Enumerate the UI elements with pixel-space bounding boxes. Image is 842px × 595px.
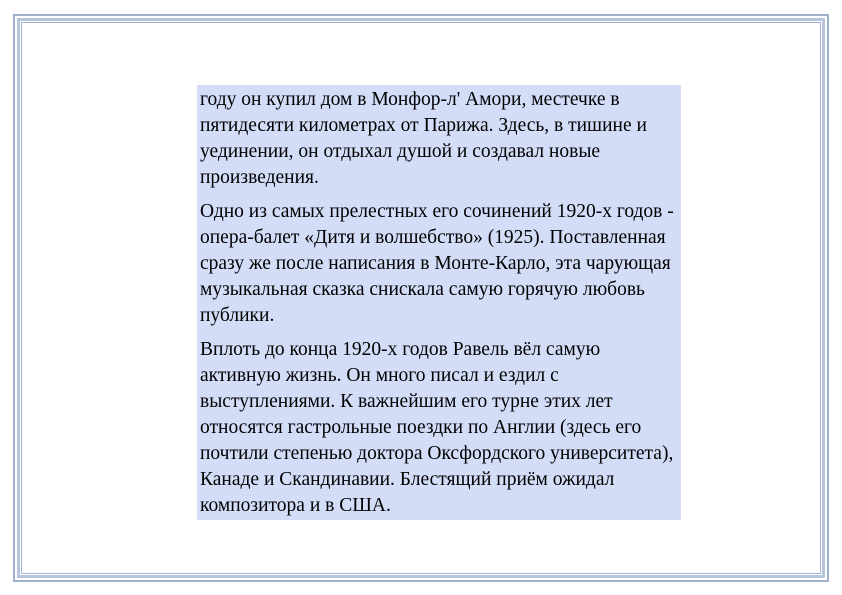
paragraph: Вплоть до конца 1920-х годов Равель вёл самую активную жизнь. Он много писал и ездил с выступлениями. К важнейшим его турне этих лет относятся гастрольные поездки по Англии (здесь его почтили степенью доктора Оксфордского университета), Канаде и Скандинавии. Блестящий приём ожидал композитора и в США. — [200, 339, 674, 516]
paragraph: году он купил дом в Монфор-л' Амори, местечке в пятидесяти километрах от Парижа. Здесь, в тишине и уединении, он отдыхал душой и создавал новые произведения. — [200, 89, 647, 188]
paragraph: Одно из самых прелестных его сочинений 1920-х годов - опера-балет «Дитя и волшебство» (1925). Поставленная сразу же после написания в Монте-Карло, эта чарующая музыкальная сказка снискала самую горячую любовь публики. — [200, 201, 674, 326]
text-box[interactable] — [197, 85, 681, 520]
